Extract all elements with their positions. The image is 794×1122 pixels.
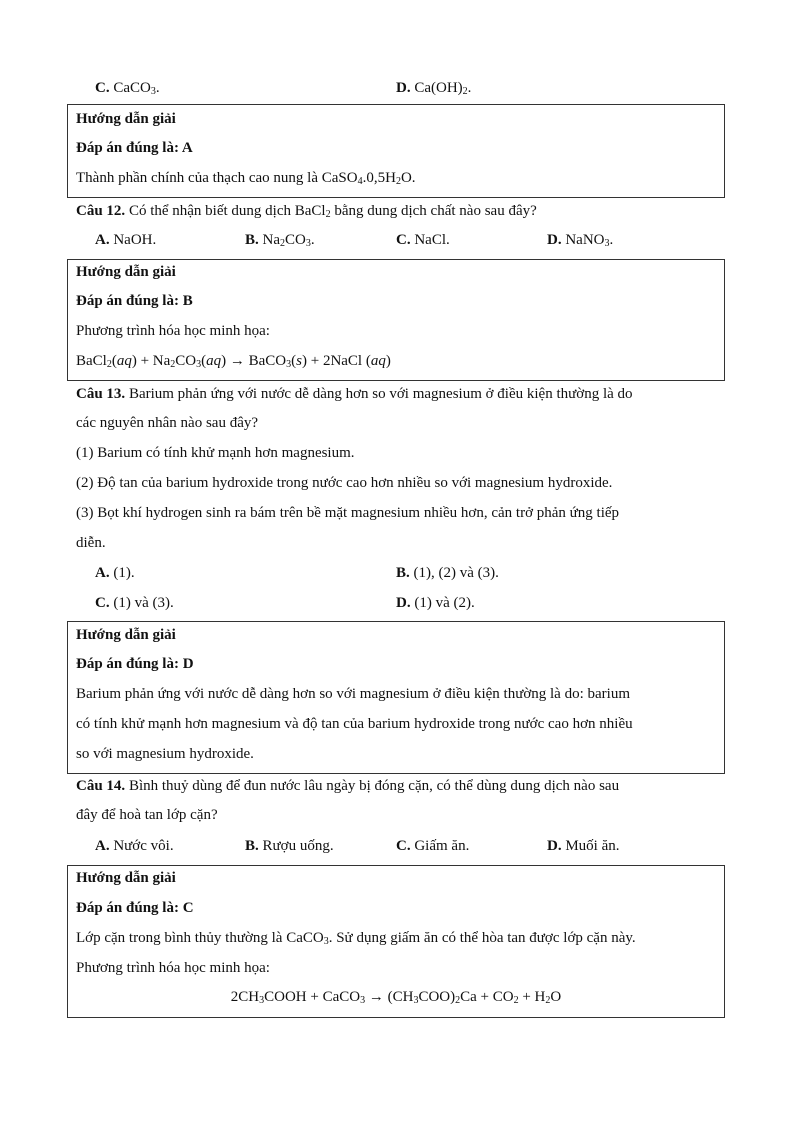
q14-option-a: A. Nước vôi. [95,838,174,854]
question-14-cont: đây để hoà tan lớp cặn? [76,807,218,823]
q13-option-b: B. (1), (2) và (3). [396,565,499,581]
answer-heading: Hướng dẫn giải [76,111,176,127]
answer-explanation: Thành phần chính của thạch cao nung là $CaSO_4.0,5H_2O$. [76,170,416,187]
answer-heading: Hướng dẫn giải [76,870,176,886]
q13-option-c: C. (1) và (3). [95,595,174,611]
answer-heading: Hướng dẫn giải [76,264,176,280]
question-14: Câu 14. Bình thuỷ dùng để đun nước lâu ngày bị đóng cặn, có thể dùng dung dịch nào sau [76,778,620,794]
q11-option-c: C. CaCO$_3$. [95,80,160,97]
statement-3-cont: diễn. [76,535,106,551]
question-13: Câu 13. Barium phản ứng với nước dễ dàng hơn so với magnesium ở điều kiện thường là do [76,386,633,402]
statement-3: (3) Bọt khí hydrogen sinh ra bám trên bề mặt magnesium nhiều hơn, cản trở phản ứng tiếp [76,505,620,521]
answer-explanation: Barium phản ứng với nước dễ dàng hơn so với magnesium ở điều kiện thường là do: barium [76,686,630,702]
answer-intro: Phương trình hóa học minh họa: [76,960,270,976]
answer-key: Đáp án đúng là: C [76,900,194,916]
q12-option-b: B. $Na_2CO_3$. [245,232,315,249]
statement-1: (1) Barium có tính khử mạnh hơn magnesium. [76,445,355,461]
answer-key: Đáp án đúng là: B [76,293,193,309]
answer-key: Đáp án đúng là: D [76,656,194,672]
statement-2: (2) Độ tan của barium hydroxide trong nước cao hơn nhiều so với magnesium hydroxide. [76,475,613,491]
answer-heading: Hướng dẫn giải [76,627,176,643]
q14-option-c: C. Giấm ăn. [396,838,470,854]
q14-option-d: D. Muối ăn. [547,838,620,854]
q12-option-c: C. NaCl. [396,232,450,248]
q13-option-d: D. (1) và (2). [396,595,475,611]
answer-key: Đáp án đúng là: A [76,140,193,156]
answer-explanation: Lớp cặn trong bình thủy thường là CaCO$_3$. Sử dụng giấm ăn có thể hòa tan được lớp cặn này. [76,930,636,947]
q12-option-d: D. NaNO$_3$. [547,232,614,249]
q13-option-a: A. (1). [95,565,135,581]
question-12: Câu 12. Có thể nhận biết dung dịch BaCl$_2$ bằng dung dịch chất nào sau đây? [76,203,537,220]
question-13-cont: các nguyên nhân nào sau đây? [76,415,259,431]
answer-explanation: có tính khử mạnh hơn magnesium và độ tan của barium hydroxide trong nước cao hơn nhiều [76,716,633,732]
answer-intro: Phương trình hóa học minh họa: [76,323,270,339]
answer-equation: $2CH_3COOH$ + CaCO$_3$ → $(CH_3COO)_2Ca + CO_2 + H_2O$ [230,989,562,1006]
answer-equation: BaCl$_2$(aq) + $Na_2CO_3(aq)$ → BaCO$_3$(s) + 2NaCl (aq) [76,353,391,370]
answer-explanation: so với magnesium hydroxide. [76,746,254,762]
q12-option-a: A. NaOH. [95,232,157,248]
q11-option-d: D. $Ca(OH)_2$. [396,80,472,97]
q14-option-b: B. Rượu uống. [245,838,334,854]
